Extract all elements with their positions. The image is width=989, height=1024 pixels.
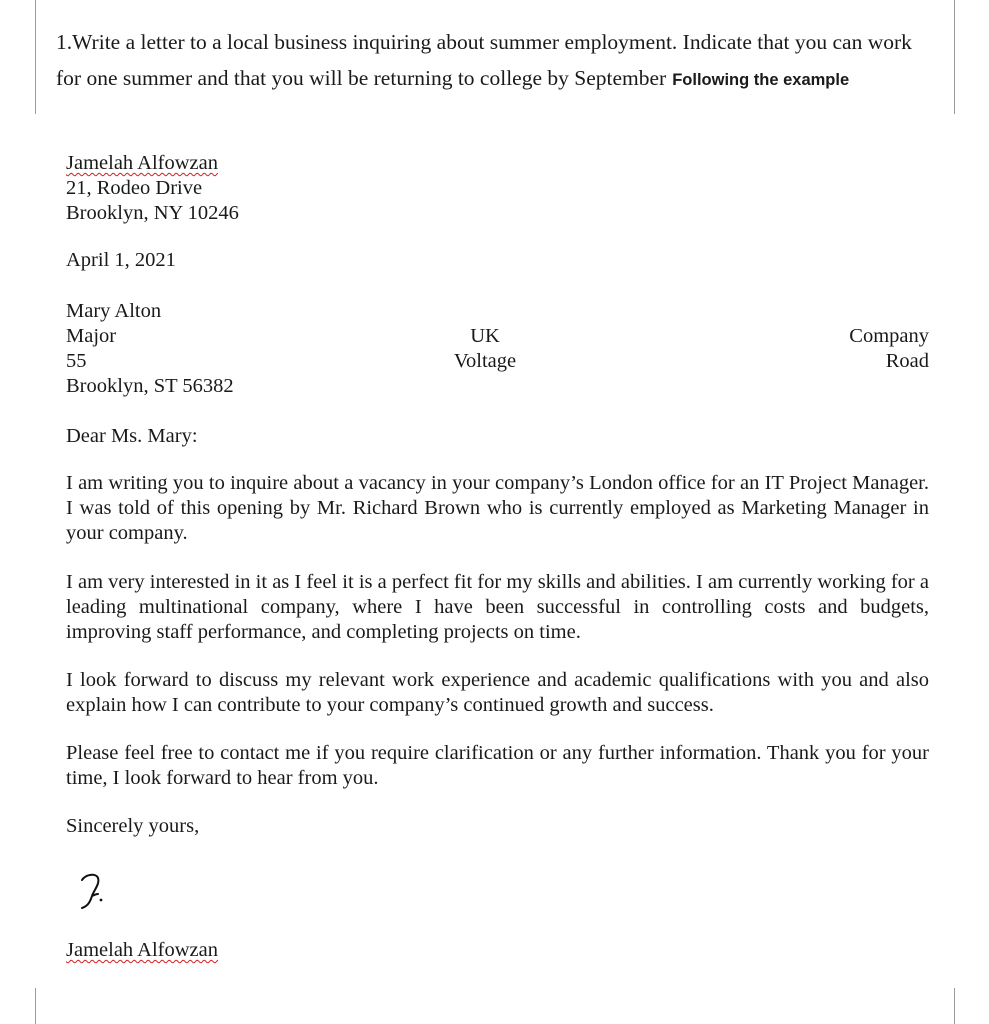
recipient-right-line-2: Road	[885, 350, 929, 372]
page-border-left-top	[35, 0, 36, 114]
sender-name: Jamelah Alfowzan	[66, 152, 218, 174]
recipient-mid-line-1: UK	[470, 325, 500, 347]
sender-city: Brooklyn, NY 10246	[66, 202, 239, 224]
recipient-title-row	[66, 324, 929, 374]
page-border-left-bottom	[35, 988, 36, 1024]
recipient-name: Mary Alton	[66, 300, 162, 322]
letter-date: April 1, 2021	[66, 249, 176, 271]
prompt-line-1: 1.Write a letter to a local business inquiring about summer employment. Indicate that you can work	[56, 30, 912, 54]
signature-name: Jamelah Alfowzan	[66, 939, 218, 961]
signature-block	[66, 938, 929, 963]
recipient-mid-col	[450, 324, 520, 374]
body-paragraph-3: I look forward to discuss my relevant work experience and academic qualifications with you and also explain how I can contribute to your company’s continued growth and success.	[66, 669, 929, 716]
salutation: Dear Ms. Mary:	[66, 425, 198, 447]
body-paragraph-4: Please feel free to contact me if you require clarification or any further information. Thank you for your time, I look forward to hear from you.	[66, 742, 929, 789]
recipient-left-col	[66, 324, 116, 374]
recipient-number: 55	[66, 350, 87, 372]
sender-address	[66, 151, 929, 226]
assignment-prompt	[56, 24, 956, 98]
sender-street: 21, Rodeo Drive	[66, 177, 203, 199]
closing: Sincerely yours,	[66, 815, 200, 837]
body-paragraph-1: I am writing you to inquire about a vacancy in your company’s London office for an IT Project Manager. I was told of this opening by Mr. Richard Brown who is currently employed as Marketing Manager in your company.	[66, 472, 929, 544]
body-paragraph-2: I am very interested in it as I feel it is a perfect fit for my skills and abilities. I am currently working for a leading multinational company, where I have been successful in controlling costs and budgets, improving staff performance, and completing projects on time.	[66, 571, 929, 643]
recipient-title: Major	[66, 325, 117, 347]
prompt-line-2-text: for one summer and that you will be returning to college by September	[56, 66, 667, 90]
recipient-right-line-1: Company	[849, 325, 929, 347]
handwritten-signature	[76, 868, 106, 912]
recipient-right-col	[849, 324, 929, 374]
recipient-city: Brooklyn, ST 56382	[66, 375, 234, 397]
page-border-right-bottom	[954, 988, 955, 1024]
recipient-mid-line-2: Voltage	[453, 350, 517, 372]
prompt-line-2	[56, 60, 956, 98]
recipient-address	[66, 299, 929, 399]
prompt-note: Following the example	[672, 71, 850, 89]
